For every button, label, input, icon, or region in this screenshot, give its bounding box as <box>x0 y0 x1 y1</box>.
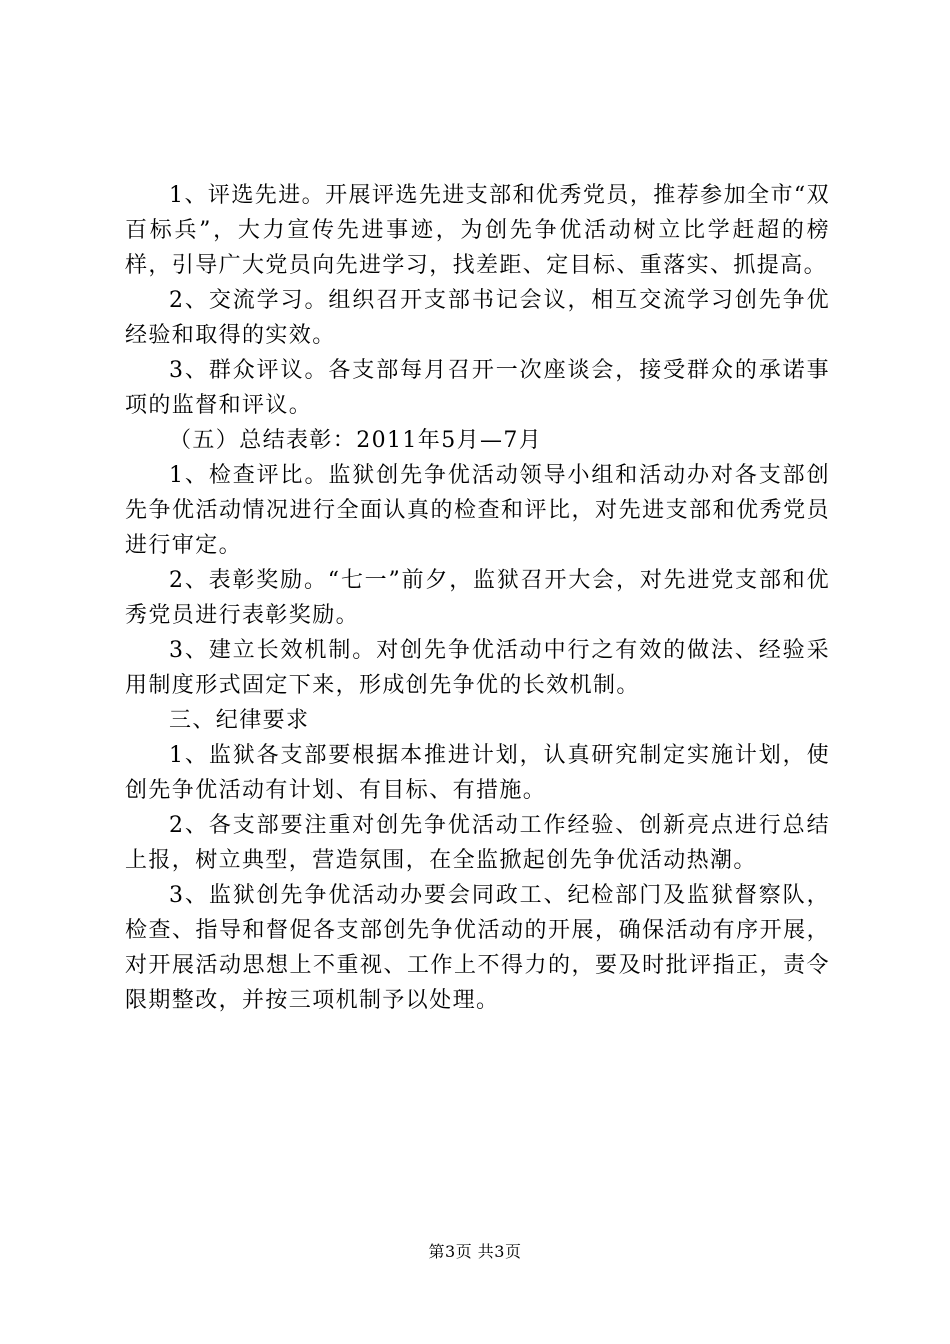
paragraph-9: 3、监狱创先争优活动办要会同政工、纪检部门及监狱督察队，检查、指导和督促各支部创先争优活动的开展，确保活动有序开展，对开展活动思想上不重视、工作上不得力的，要及时批评指正，责令限期整改，并按三项机制予以处理。 <box>125 883 830 1013</box>
page-number-footer: 第3页 共3页 <box>428 1242 522 1261</box>
paragraph-7: 1、监狱各支部要根据本推进计划，认真研究制定实施计划，使创先争优活动有计划、有目标、有措施。 <box>125 743 830 803</box>
paragraph-5: 2、表彰奖励。“七一”前夕，监狱召开大会，对先进党支部和优秀党员进行表彰奖励。 <box>125 568 830 628</box>
document-body <box>125 178 830 1018</box>
paragraph-1: 1、评选先进。开展评选先进支部和优秀党员，推荐参加全市“双百标兵”，大力宣传先进事迹，为创先争优活动树立比学赶超的榜样，引导广大党员向先进学习，找差距、定目标、重落实、抓提高。 <box>125 183 830 278</box>
paragraph-3: 3、群众评议。各支部每月召开一次座谈会，接受群众的承诺事项的监督和评议。 <box>125 358 830 418</box>
paragraph-6: 3、建立长效机制。对创先争优活动中行之有效的做法、经验采用制度形式固定下来，形成创先争优的长效机制。 <box>125 638 830 698</box>
paragraph-2: 2、交流学习。组织召开支部书记会议，相互交流学习创先争优经验和取得的实效。 <box>125 288 830 348</box>
section-heading-discipline: 三、纪律要求 <box>169 708 310 733</box>
paragraph-8: 2、各支部要注重对创先争优活动工作经验、创新亮点进行总结上报，树立典型，营造氛围，在全监掀起创先争优活动热潮。 <box>125 813 830 873</box>
section-heading-summary: （五）总结表彰：2011年5月—7月 <box>169 428 543 453</box>
paragraph-4: 1、检查评比。监狱创先争优活动领导小组和活动办对各支部创先争优活动情况进行全面认真的检查和评比，对先进支部和优秀党员进行审定。 <box>125 463 830 558</box>
